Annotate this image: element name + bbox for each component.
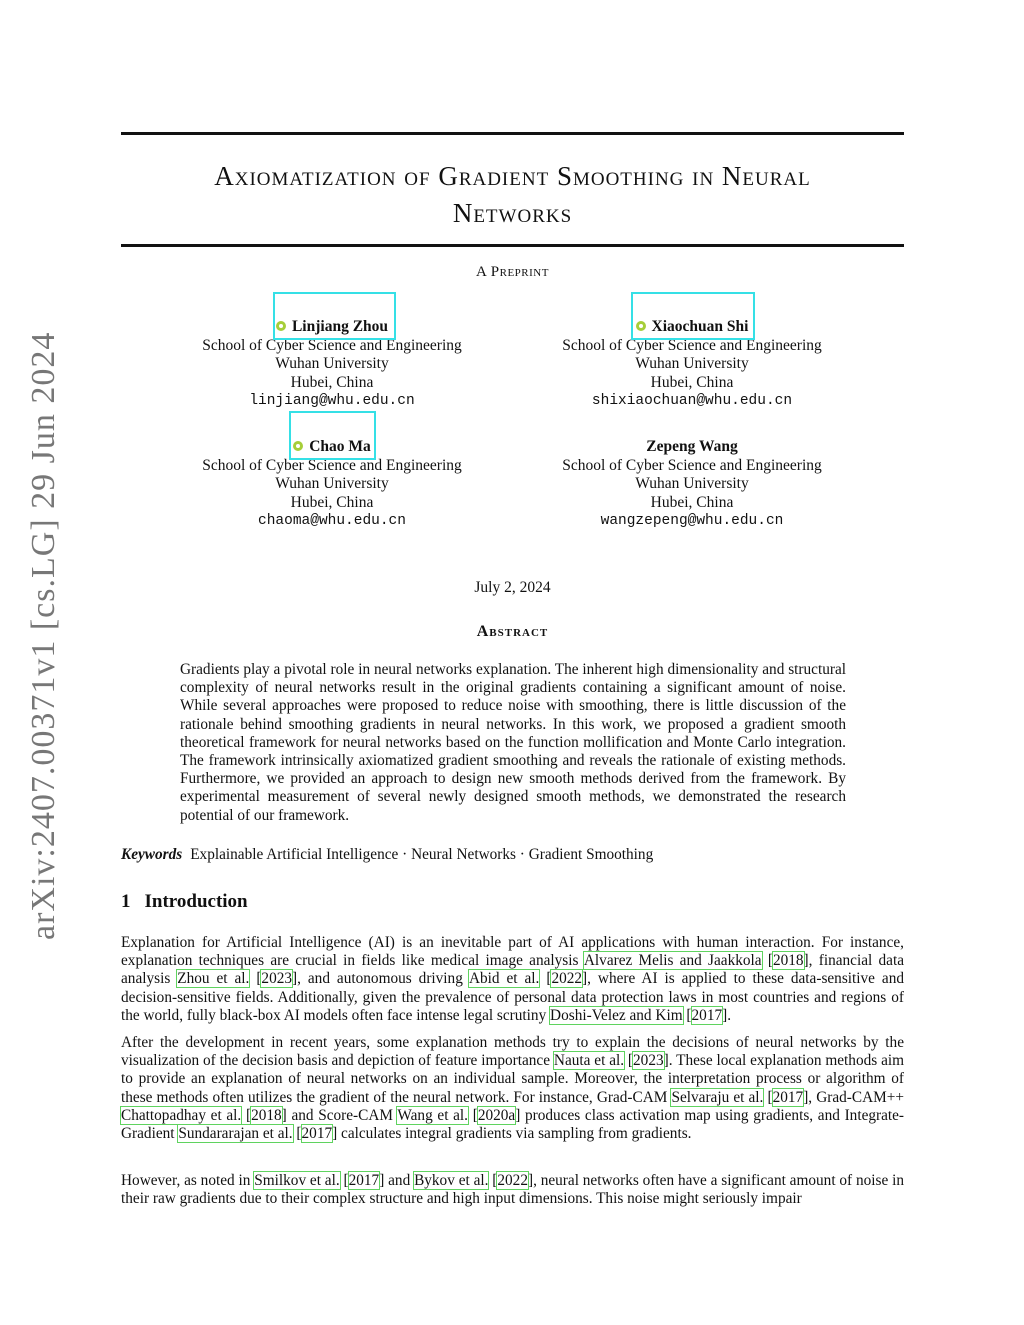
text-run: After the development in recent years, some explanation methods try to explain the decisions of neural networks by the visualization of the decision basis and depiction of feature importance [121, 1034, 904, 1070]
citation-link[interactable]: Zhou et al. [177, 970, 250, 988]
citation-link[interactable]: Doshi-Velez and Kim [550, 1006, 683, 1024]
text-run: Explanation for Artificial Intelligence (AI) is an inevitable part of AI applications with human interaction. For instance, explanation techniques are crucial in fields like medical image analysis [121, 934, 904, 970]
citation-link[interactable]: Sundararajan et al. [178, 1125, 293, 1143]
text-run: [ [339, 1172, 349, 1189]
citation-year-link[interactable]: 2017 [772, 1088, 804, 1106]
text-run: ] produces class activation map using gradients, and Integrate-Gradient [121, 1106, 905, 1143]
author-university: Wuhan University [275, 355, 389, 372]
author-email: shixiaochuan@whu.edu.cn [591, 393, 793, 409]
section-heading [121, 891, 248, 913]
citation-link[interactable]: Wang et al. [397, 1106, 469, 1124]
text-run: [ [761, 952, 773, 970]
citation-year-link[interactable]: 2022 [497, 1172, 528, 1189]
author-location: Hubei, China [290, 493, 374, 511]
author-location: Hubei, China [290, 373, 374, 391]
citation-year-link[interactable]: 2017 [301, 1125, 333, 1143]
section-number: 1 [121, 891, 131, 912]
author-block-4 [512, 438, 872, 531]
citation-year-link[interactable]: 2017 [348, 1172, 380, 1189]
citation-link[interactable]: Bykov et al. [414, 1172, 489, 1189]
author-university: Wuhan University [275, 475, 389, 492]
title-rule-bottom [121, 244, 904, 247]
text-run: ] and [379, 1172, 415, 1189]
author-affiliation: School of Cyber Science and Engineering [562, 336, 822, 354]
text-run: ], and autonomous driving [292, 970, 469, 988]
text-run: ], financial data analysis [121, 952, 904, 988]
author-university: Wuhan University [635, 475, 749, 492]
text-run: ]. [722, 1006, 732, 1024]
author-email: chaoma@whu.edu.cn [258, 513, 406, 529]
text-run: ] calculates integral gradients via sampling from gradients. [332, 1125, 692, 1143]
text-run: [ [624, 1052, 634, 1070]
intro-paragraph-2 [121, 1034, 904, 1143]
citation-link[interactable]: Selvaraju et al. [671, 1088, 764, 1106]
author-location: Hubei, China [650, 493, 734, 511]
citation-link[interactable]: Smilkov et al. [254, 1172, 340, 1189]
keywords-text: Explainable Artificial Intelligence · Neural Networks · Gradient Smoothing [190, 846, 654, 863]
intro-paragraph-1 [121, 934, 904, 1025]
citation-link[interactable]: Nauta et al. [553, 1052, 625, 1070]
text-run: [ [539, 970, 552, 988]
keywords-label: Keywords [121, 846, 183, 863]
paper-title-line-2: Networks [452, 198, 573, 228]
author-affiliation: School of Cyber Science and Engineering [202, 336, 462, 354]
author-affiliation: School of Cyber Science and Engineering [562, 456, 822, 474]
orcid-link-box-2[interactable] [631, 292, 755, 340]
citation-year-link[interactable]: 2018 [772, 952, 804, 970]
text-run: [ [488, 1172, 498, 1189]
text-run: ]. These local explanation methods aim to provide an explanation of neural networks on an individual sample. Moreover, the interpretation process or algorithm of these methods often utilizes the gradient of the neural network. For instance, Grad-CAM [121, 1052, 905, 1106]
author-affiliation: School of Cyber Science and Engineering [202, 456, 462, 474]
author-location: Hubei, China [650, 373, 734, 391]
orcid-link-box-1[interactable] [273, 292, 396, 340]
author-email: wangzepeng@whu.edu.cn [600, 513, 784, 529]
text-run: [ [241, 1106, 252, 1124]
preprint-label: A Preprint [476, 264, 549, 280]
intro-paragraph-3 [121, 1172, 904, 1208]
keywords [121, 846, 904, 864]
author-name[interactable]: Xiaochuan Shi [651, 318, 749, 335]
text-run: [ [292, 1125, 302, 1143]
citation-year-link[interactable]: 2023 [261, 970, 293, 988]
citation-year-link[interactable]: 2018 [251, 1106, 282, 1124]
author-name[interactable]: Chao Ma [309, 438, 371, 455]
author-name: Zepeng Wang [646, 438, 738, 455]
title-rule-top [121, 132, 904, 135]
abstract-text: Gradients play a pivotal role in neural networks explanation. The inherent high dimensionality and structural complexity of neural networks result in the original gradients containing a significant amount of noise. While several approaches were proposed to reduce noise with smoothing, there is little discussion of the rationale behind smoothing gradients in neural networks. In this work, we proposed a gradient smooth theoretical framework for neural networks based on the function mollification and Monte Carlo integration. The framework intrinsically axiomatized gradient smoothing and reveals the rationale of existing methods. Furthermore, we provided an approach to design new smooth methods derived from the framework. By experimental measurement of several newly designed smooth methods, we demonstrated the research potential of our framework. [180, 661, 846, 824]
citation-year-link[interactable]: 2020a [477, 1106, 516, 1124]
text-run: [ [682, 1006, 692, 1024]
paper-title-line-1: Axiomatization of Gradient Smoothing in Neural [214, 161, 811, 191]
text-run: ] and Score-CAM [281, 1106, 398, 1124]
text-run: [ [468, 1106, 478, 1124]
text-run: ], where AI is applied to these data-sensitive and decision-sensitive fields. Additionally, given the prevalence of personal data protection laws in most countries and regions of the world, fully black-box AI models often face intense legal scrutiny [121, 970, 905, 1024]
publication-date: July 2, 2024 [474, 579, 551, 596]
author-name[interactable]: Linjiang Zhou [291, 318, 389, 335]
text-run: [ [249, 970, 262, 988]
citation-year-link[interactable]: 2022 [551, 970, 583, 988]
text-run: [ [763, 1088, 773, 1106]
author-university: Wuhan University [635, 355, 749, 372]
orcid-link-box-3[interactable] [289, 411, 376, 460]
citation-year-link[interactable]: 2017 [691, 1006, 723, 1024]
citation-link[interactable]: Alvarez Melis and Jaakkola [583, 952, 762, 970]
abstract-heading: Abstract [476, 623, 549, 640]
arxiv-identifier: arXiv:2407.00371v1 [cs.LG] 29 Jun 2024 [25, 331, 62, 940]
text-run: However, as noted in [121, 1172, 255, 1189]
text-run: ], neural networks often have a significant amount of noise in their raw gradients due to their complex structure and high input dimensions. This noise might seriously impair [121, 1172, 904, 1208]
section-title: Introduction [144, 891, 248, 912]
author-email: linjiang@whu.edu.cn [249, 393, 415, 409]
text-run: ], Grad-CAM++ [803, 1088, 904, 1106]
paper-title [121, 158, 904, 232]
citation-link[interactable]: Abid et al. [468, 970, 540, 988]
citation-year-link[interactable]: 2023 [633, 1052, 664, 1070]
citation-link[interactable]: Chattopadhay et al. [121, 1106, 242, 1124]
